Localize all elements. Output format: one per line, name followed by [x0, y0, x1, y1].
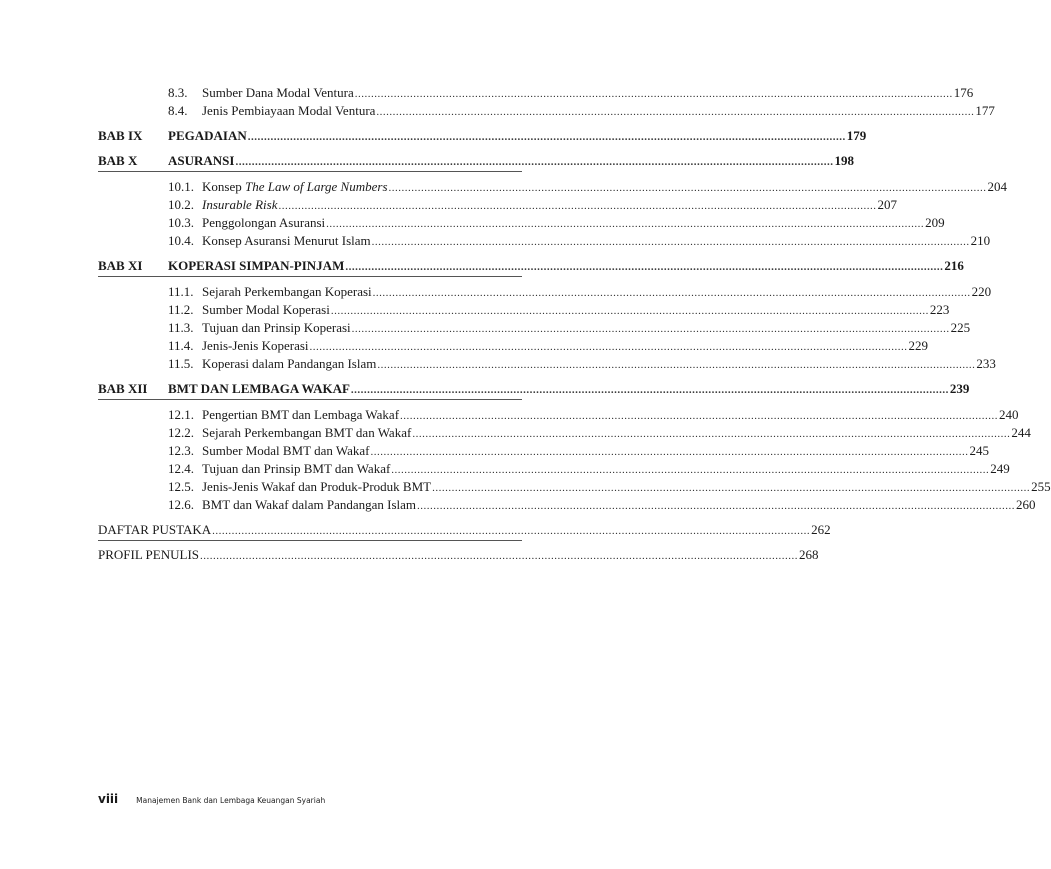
dot-leader: [211, 522, 811, 541]
dot-leader: [376, 356, 976, 374]
section-number: 12.6.: [168, 497, 194, 512]
page-number: 268: [799, 547, 819, 562]
dot-leader: [330, 302, 930, 320]
toc-entry-12-3[interactable]: [98, 442, 989, 460]
section-title: Koperasi dalam Pandangan Islam: [202, 356, 377, 371]
toc-entry-10-2[interactable]: [98, 196, 897, 214]
section-number: 11.4.: [168, 338, 194, 353]
dot-leader: [277, 197, 877, 215]
entry-title: DAFTAR PUSTAKA: [98, 522, 212, 537]
toc-entry-10-1[interactable]: [98, 178, 1008, 196]
chapter-title: BMT DAN LEMBAGA WAKAF: [168, 381, 350, 396]
toc-entry-12-6[interactable]: [98, 496, 1036, 514]
page-number: 220: [971, 284, 992, 299]
page-number: 255: [1031, 479, 1051, 494]
chapter-label: BAB XII: [98, 381, 148, 396]
table-of-contents: [98, 84, 1051, 564]
dot-leader: [416, 497, 1016, 515]
toc-entry-12-2[interactable]: [98, 424, 1031, 442]
chapter-title: KOPERASI SIMPAN-PINJAM: [168, 258, 345, 273]
section-title: Sejarah Perkembangan BMT dan Wakaf: [202, 425, 412, 440]
toc-daftar-pustaka[interactable]: [98, 520, 831, 539]
chapter-label: BAB IX: [98, 128, 143, 143]
dot-leader: [411, 425, 1011, 443]
section-title: Sejarah Perkembangan Koperasi: [202, 284, 372, 299]
section-number: 10.2.: [168, 197, 194, 212]
dot-leader: [372, 284, 972, 302]
section-title: Sumber Dana Modal Ventura: [202, 85, 354, 100]
chapter-title: ASURANSI: [168, 153, 235, 168]
page-number: 245: [969, 443, 989, 458]
page-number: 225: [950, 320, 971, 335]
page-number: 249: [990, 461, 1010, 476]
dot-leader: [431, 479, 1031, 497]
page-number: 210: [970, 233, 991, 248]
section-number: 8.3.: [168, 85, 188, 100]
page-number: 240: [999, 407, 1019, 422]
toc-entry-11-5[interactable]: [98, 355, 996, 373]
dot-leader: [388, 179, 988, 197]
page-number: 260: [1016, 497, 1036, 512]
dot-leader: [309, 338, 909, 356]
section-title: Tujuan dan Prinsip Koperasi: [202, 320, 351, 335]
page-number: 207: [877, 197, 897, 212]
page-number: 216: [944, 258, 964, 273]
toc-entry-12-5[interactable]: [98, 478, 1051, 496]
chapter-title: PEGADAIAN: [168, 128, 247, 143]
footer-page-number: viii: [98, 792, 119, 806]
dot-leader: [199, 547, 799, 566]
dot-leader: [371, 233, 971, 251]
page-number: 244: [1011, 425, 1031, 440]
dot-leader: [325, 215, 925, 233]
page-number: 204: [987, 179, 1008, 194]
page-number: 239: [949, 381, 970, 396]
section-title: Sumber Modal BMT dan Wakaf: [202, 443, 370, 458]
dot-leader: [354, 85, 954, 103]
toc-entry-11-4[interactable]: [98, 337, 929, 355]
section-title: Konsep Asuransi Menurut Islam: [202, 233, 371, 248]
page-footer: [98, 792, 325, 806]
section-number: 11.2.: [168, 302, 194, 317]
toc-entry-8-4[interactable]: [98, 102, 995, 120]
toc-chapter-xii[interactable]: [98, 379, 970, 398]
section-title: Konsep The Law of Large Numbers: [202, 179, 388, 194]
chapter-label: BAB X: [98, 153, 138, 168]
section-number: 12.4.: [168, 461, 194, 476]
dot-leader: [399, 407, 999, 425]
toc-entry-10-4[interactable]: [98, 232, 991, 250]
toc-entry-11-2[interactable]: [98, 301, 950, 319]
section-number: 12.2.: [168, 425, 194, 440]
page-number: 177: [975, 103, 995, 118]
page-number: 209: [925, 215, 945, 230]
dot-leader: [344, 258, 944, 277]
section-title: Penggolongan Asuransi: [202, 215, 326, 230]
toc-entry-8-3[interactable]: [98, 84, 974, 102]
section-number: 10.3.: [168, 215, 194, 230]
toc-chapter-x[interactable]: [98, 151, 854, 170]
section-title: BMT dan Wakaf dalam Pandangan Islam: [202, 497, 417, 512]
dot-leader: [351, 320, 951, 338]
section-number: 12.1.: [168, 407, 194, 422]
toc-entry-12-4[interactable]: [98, 460, 1010, 478]
toc-chapter-xi[interactable]: [98, 256, 964, 275]
section-number: 12.5.: [168, 479, 194, 494]
section-number: 10.4.: [168, 233, 194, 248]
section-number: 10.1.: [168, 179, 194, 194]
section-title: Jenis-Jenis Koperasi: [202, 338, 309, 353]
section-title: Jenis-Jenis Wakaf dan Produk-Produk BMT: [202, 479, 432, 494]
dot-leader: [369, 443, 969, 461]
section-number: 8.4.: [168, 103, 188, 118]
toc-chapter-ix[interactable]: [98, 126, 867, 145]
section-title: Pengertian BMT dan Lembaga Wakaf: [202, 407, 400, 422]
toc-profil-penulis[interactable]: [98, 545, 819, 564]
section-title: Insurable Risk: [202, 197, 278, 212]
toc-entry-11-1[interactable]: [98, 283, 992, 301]
dot-leader: [375, 103, 975, 121]
page-number: 223: [929, 302, 950, 317]
toc-entry-12-1[interactable]: [98, 406, 1019, 424]
dot-leader: [234, 153, 834, 172]
page-number: 262: [811, 522, 831, 537]
toc-entry-11-3[interactable]: [98, 319, 971, 337]
section-number: 11.1.: [168, 284, 194, 299]
section-title: Jenis Pembiayaan Modal Ventura: [202, 103, 376, 118]
section-title: Sumber Modal Koperasi: [202, 302, 330, 317]
chapter-label: BAB XI: [98, 258, 143, 273]
page-number: 198: [834, 153, 854, 168]
page-number: 233: [976, 356, 996, 371]
section-number: 11.5.: [168, 356, 194, 371]
entry-title: PROFIL PENULIS: [98, 547, 200, 562]
dot-leader: [350, 381, 950, 400]
section-number: 11.3.: [168, 320, 194, 335]
section-number: 12.3.: [168, 443, 194, 458]
page-number: 229: [908, 338, 929, 353]
footer-book-title: Manajemen Bank dan Lembaga Keuangan Syariah: [136, 796, 326, 805]
dot-leader: [247, 128, 847, 147]
dot-leader: [390, 461, 990, 479]
toc-entry-10-3[interactable]: [98, 214, 945, 232]
page-number: 179: [846, 128, 867, 143]
section-title: Tujuan dan Prinsip BMT dan Wakaf: [202, 461, 391, 476]
page-number: 176: [953, 85, 974, 100]
